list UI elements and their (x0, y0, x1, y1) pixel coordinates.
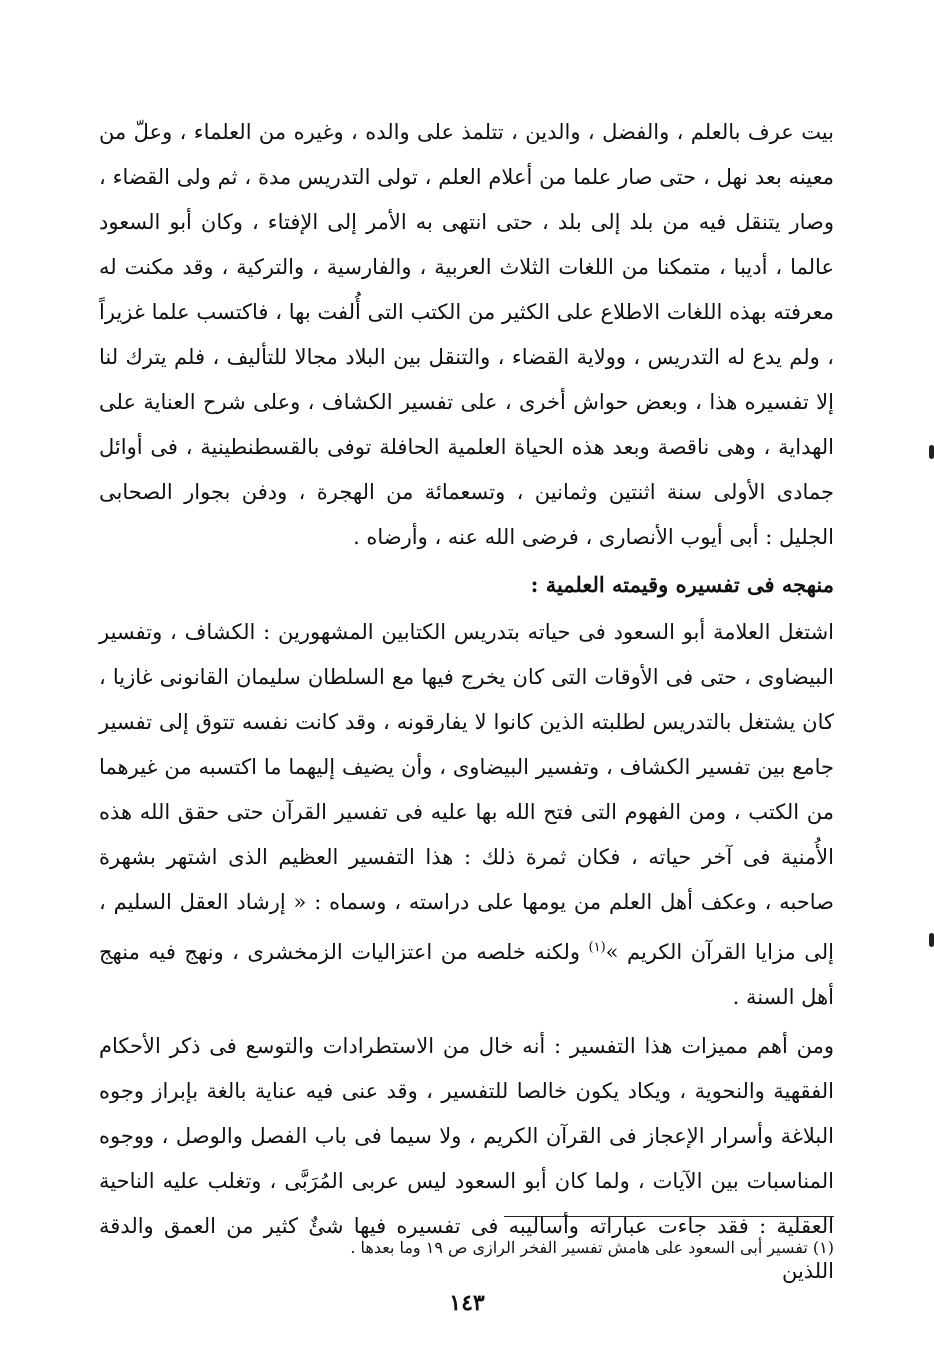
page-number: ١٤٣ (449, 1290, 485, 1316)
footnote-divider (504, 1216, 834, 1217)
scan-margin-mark (929, 445, 934, 459)
paragraph-method (99, 610, 834, 1020)
main-text (99, 110, 834, 1294)
paragraph-method-continuation: ولكنه خلصه من اعتزاليات الزمخشرى ، ونهج فيه منهج أهل السنة . (99, 940, 834, 1009)
section-heading: منهجه فى تفسيره وقيمته العلمية : (530, 572, 834, 597)
paragraph-method-text: اشتغل العلامة أبو السعود فى حياته بتدريس الكتابين المشهورين : الكشاف ، وتفسير البيضاوى ، حتى فى الأوقات التى كان يخرج فيها مع السلطان سليمان القانونى غازيا ، كان يشتغل بالتدريس لطلبته الذين كانوا لا يفارقونه ، وقد كانت نفسه تتوق إلى تفسير جامع بين تفسير الكشاف ، وتفسير البيضاوى ، وأن يضيف إليهما ما اكتسبه من غيرهما من الكتب ، ومن الفهوم التى فتح الله بها عليه فى تفسير القرآن حتى حقق الله هذه الأُمنية فى آخر حياته ، فكان ثمرة ذلك : هذا التفسير العظيم الذى اشتهر بشهرة صاحبه ، وعكف أهل العلم من يومها على دراسته ، وسماه : « إرشاد العقل السليم ، إلى مزايا القرآن الكريم » (99, 620, 834, 964)
paragraph-biography: بيت عرف بالعلم ، والفضل ، والدين ، تتلمذ على والده ، وغيره من العلماء ، وعلّ من معينه بعد نهل ، حتى صار علما من أعلام العلم ، تولى التدريس مدة ، ثم ولى القضاء ، وصار يتنقل فيه من بلد إلى بلد ، حتى انتهى به الأمر إلى الإفتاء ، وكان أبو السعود عالما ، أديبا ، متمكنا من اللغات الثلاث العربية ، والفارسية ، والتركية ، وقد مكنت له معرفته بهذه اللغات الاطلاع على الكثير من الكتب التى أُلفت بها ، فاكتسب علما غزيراً ، ولم يدع له التدريس ، وولاية القضاء ، والتنقل بين البلاد مجالا للتأليف ، فلم يترك لنا إلا تفسيره هذا ، وبعض حواش أخرى ، على تفسير الكشاف ، وعلى شرح العناية على الهداية ، وهى ناقصة وبعد هذه الحياة العلمية الحافلة توفى بالقسطنطينية ، فى أوائل جمادى الأولى سنة اثنتين وثمانين ، وتسعمائة من الهجرة ، ودفن بجوار الصحابى الجليل : أبى أيوب الأنصارى ، فرضى الله عنه ، وأرضاه . (99, 120, 834, 549)
footnote: (١) تفسير أبى السعود على هامش تفسير الفخر الرازى ص ١٩ وما بعدها . (350, 1238, 834, 1257)
footnote-reference: (١) (588, 940, 606, 955)
paragraph-features: ومن أهم مميزات هذا التفسير : أنه خال من الاستطرادات والتوسع فى ذكر الأحكام الفقهية والنحوية ، ويكاد يكون خالصا للتفسير ، وقد عنى فيه عناية بالغة بإبراز وجوه البلاغة وأسرار الإعجاز فى القرآن الكريم ، ولا سيما فى باب الفصل والوصل ، ووجوه المناسبات بين الآيات ، ولما كان أبو السعود ليس عربى المُرَبَّى ، وتغلب عليه الناحية العقلية : فقد جاءت عباراته وأساليبه فى تفسيره فيها شئٌ كثير من العمق والدقة اللذين (99, 1034, 834, 1283)
scan-margin-mark (929, 933, 934, 947)
